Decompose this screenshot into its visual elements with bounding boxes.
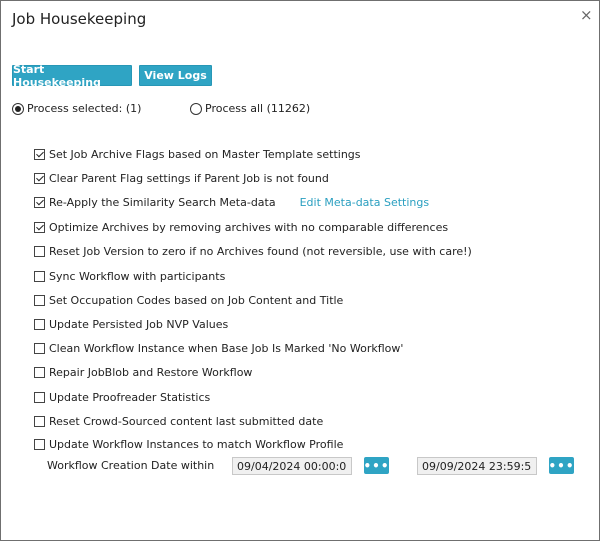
end-date-picker-button[interactable]: ••• bbox=[548, 458, 575, 473]
option-row[interactable] bbox=[34, 244, 472, 258]
option-checkbox[interactable] bbox=[34, 295, 45, 306]
process-selected-label: Process selected: (1) bbox=[27, 102, 142, 115]
option-checkbox[interactable] bbox=[34, 197, 45, 208]
option-label: Set Occupation Codes based on Job Content and Title bbox=[49, 293, 344, 307]
option-checkbox[interactable] bbox=[34, 173, 45, 184]
option-label: Update Persisted Job NVP Values bbox=[49, 317, 229, 331]
edit-metadata-settings-link[interactable]: Edit Meta-data Settings bbox=[299, 195, 430, 209]
option-label: Clean Workflow Instance when Base Job Is Marked 'No Workflow' bbox=[49, 341, 404, 355]
option-checkbox[interactable] bbox=[34, 392, 45, 403]
option-row[interactable] bbox=[34, 437, 343, 451]
dialog-title: Job Housekeeping bbox=[12, 10, 147, 28]
start-housekeeping-button[interactable]: Start Housekeeping bbox=[12, 65, 132, 86]
option-checkbox[interactable] bbox=[34, 439, 45, 450]
start-date-picker-button[interactable]: ••• bbox=[363, 458, 390, 473]
option-row[interactable] bbox=[34, 390, 210, 404]
end-date-input[interactable] bbox=[417, 457, 537, 475]
option-label: Repair JobBlob and Restore Workflow bbox=[49, 365, 253, 379]
option-label: Sync Workflow with participants bbox=[49, 269, 226, 283]
process-all-label: Process all (11262) bbox=[205, 102, 311, 115]
start-date-input[interactable] bbox=[232, 457, 352, 475]
view-logs-button[interactable]: View Logs bbox=[139, 65, 212, 86]
option-checkbox[interactable] bbox=[34, 222, 45, 233]
option-checkbox[interactable] bbox=[34, 246, 45, 257]
option-checkbox[interactable] bbox=[34, 149, 45, 160]
workflow-creation-date-label: Workflow Creation Date within bbox=[47, 459, 215, 472]
process-selected-radio[interactable] bbox=[12, 103, 24, 115]
option-row[interactable] bbox=[34, 317, 228, 331]
option-checkbox[interactable] bbox=[34, 343, 45, 354]
option-label: Update Proofreader Statistics bbox=[49, 390, 211, 404]
option-checkbox[interactable] bbox=[34, 271, 45, 282]
option-label: Optimize Archives by removing archives with no comparable differences bbox=[49, 220, 449, 234]
option-row[interactable] bbox=[34, 220, 448, 234]
option-row[interactable] bbox=[34, 293, 343, 307]
option-row[interactable] bbox=[34, 147, 361, 161]
process-all-option[interactable] bbox=[190, 102, 310, 115]
option-row[interactable] bbox=[34, 171, 329, 185]
option-label: Update Workflow Instances to match Workflow Profile bbox=[49, 437, 344, 451]
close-icon[interactable]: × bbox=[580, 6, 593, 24]
option-row[interactable] bbox=[34, 341, 403, 355]
option-checkbox[interactable] bbox=[34, 319, 45, 330]
process-all-radio[interactable] bbox=[190, 103, 202, 115]
option-label: Reset Crowd-Sourced content last submitted date bbox=[49, 414, 324, 428]
option-label: Set Job Archive Flags based on Master Template settings bbox=[49, 147, 361, 161]
option-checkbox[interactable] bbox=[34, 367, 45, 378]
option-row[interactable] bbox=[34, 365, 252, 379]
option-row[interactable] bbox=[34, 269, 225, 283]
option-label: Reset Job Version to zero if no Archives found (not reversible, use with care!) bbox=[49, 244, 472, 258]
option-label: Re-Apply the Similarity Search Meta-data bbox=[49, 195, 276, 209]
option-checkbox[interactable] bbox=[34, 416, 45, 427]
option-row[interactable] bbox=[34, 195, 429, 209]
process-selected-option[interactable] bbox=[12, 102, 141, 115]
option-row[interactable] bbox=[34, 414, 323, 428]
option-label: Clear Parent Flag settings if Parent Job is not found bbox=[49, 171, 329, 185]
